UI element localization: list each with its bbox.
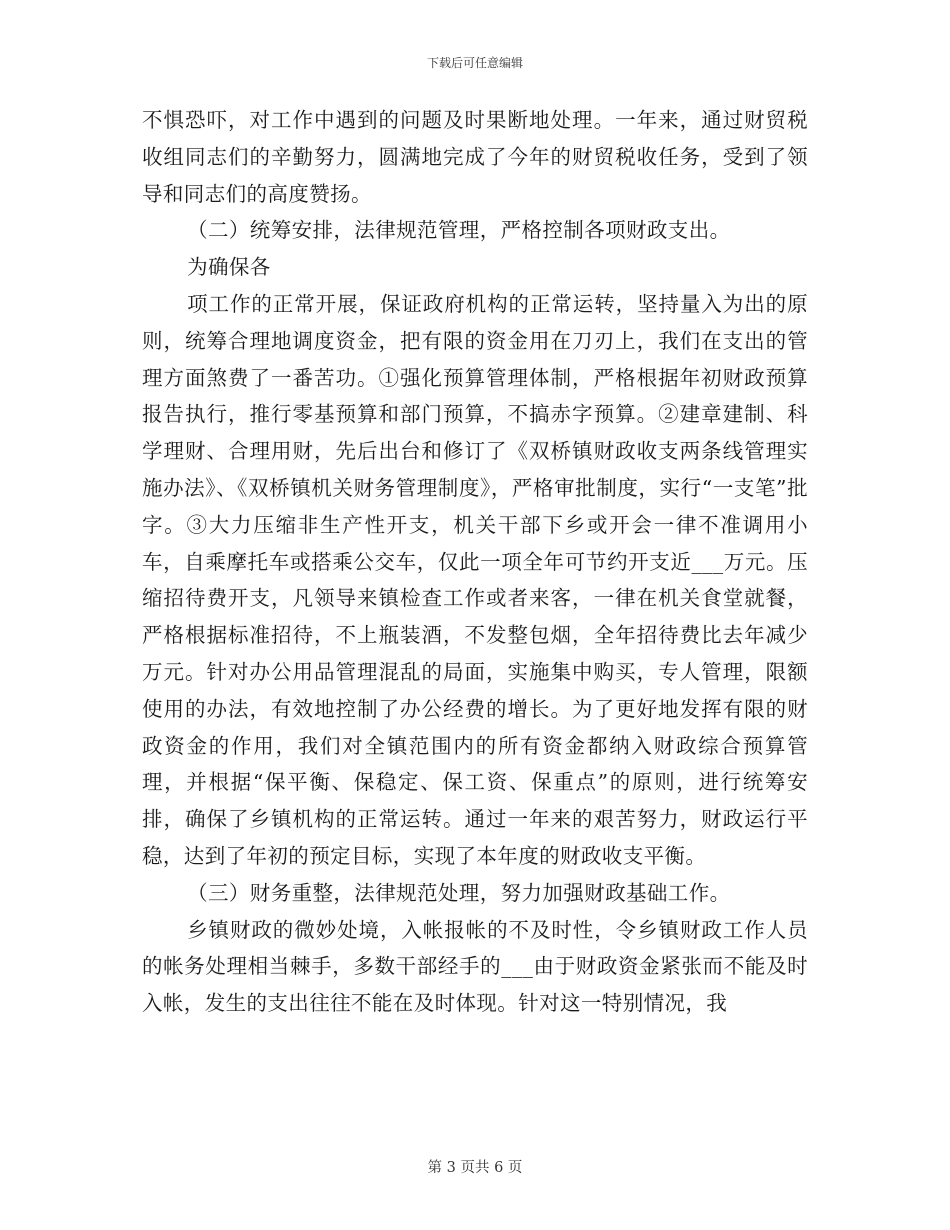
page-footer: 第 3 页共 6 页 xyxy=(427,1160,523,1176)
section-heading-2: （二）统筹安排，法律规范管理，严格控制各项财政支出。 xyxy=(187,218,731,243)
paragraph-continuation: 不惧恐吓，对工作中遇到的问题及时果断地处理。一年来，通过财贸税收组同志们的辛勤努力，圆满地完成了今年的财贸税收任务，受到了领导和同志们的高度赞扬。 xyxy=(142,108,808,206)
document-body xyxy=(142,102,808,1022)
paragraph-fragment: 为确保各 xyxy=(187,255,271,280)
page-header: 下载后可任意编辑 xyxy=(426,56,523,70)
section-heading-3: （三）财务重整，法律规范处理，努力加强财政基础工作。 xyxy=(187,880,731,905)
paragraph-expenditure: 项工作的正常开展，保证政府机构的正常运转，坚持量入为出的原则，统筹合理地调度资金，把有限的资金用在刀刃上，我们在支出的管理方面煞费了一番苦功。①强化预算管理体制，严格根据年初财政预算报告执行，推行零基预算和部门预算，不搞赤字预算。②建章建制、科学理财、合理用财，先后出台和修订了《双桥镇财政收支两条线管理实施办法》、《双桥镇机关财务管理制度》，严格审批制度，实行“一支笔”批字。③大力压缩非生产性开支，机关干部下乡或开会一律不准调用小车，自乘摩托车或搭乘公交车，仅此一项全年可节约开支近___万元。压缩招待费开支，凡领导来镇检查工作或者来客，一律在机关食堂就餐，严格根据标准招待，不上瓶装酒，不发整包烟，全年招待费比去年减少万元。针对办公用品管理混乱的局面，实施集中购买，专人管理，限额使用的办法，有效地控制了办公经费的增长。为了更好地发挥有限的财政资金的作用，我们对全镇范围内的所有资金都纳入财政综合预算管理，并根据“保平衡、保稳定、保工资、保重点”的原则，进行统筹安排，确保了乡镇机构的正常运转。通过一年来的艰苦努力，财政运行平稳，达到了年初的预定目标，实现了本年度的财政收支平衡。 xyxy=(142,291,808,868)
paragraph-accounting: 乡镇财政的微妙处境，入帐报帐的不及时性，令乡镇财政工作人员的帐务处理相当棘手，多数干部经手的___由于财政资金紧张而不能及时入帐，发生的支出往往不能在及时体现。针对这一特别情况，我 xyxy=(142,917,808,1016)
